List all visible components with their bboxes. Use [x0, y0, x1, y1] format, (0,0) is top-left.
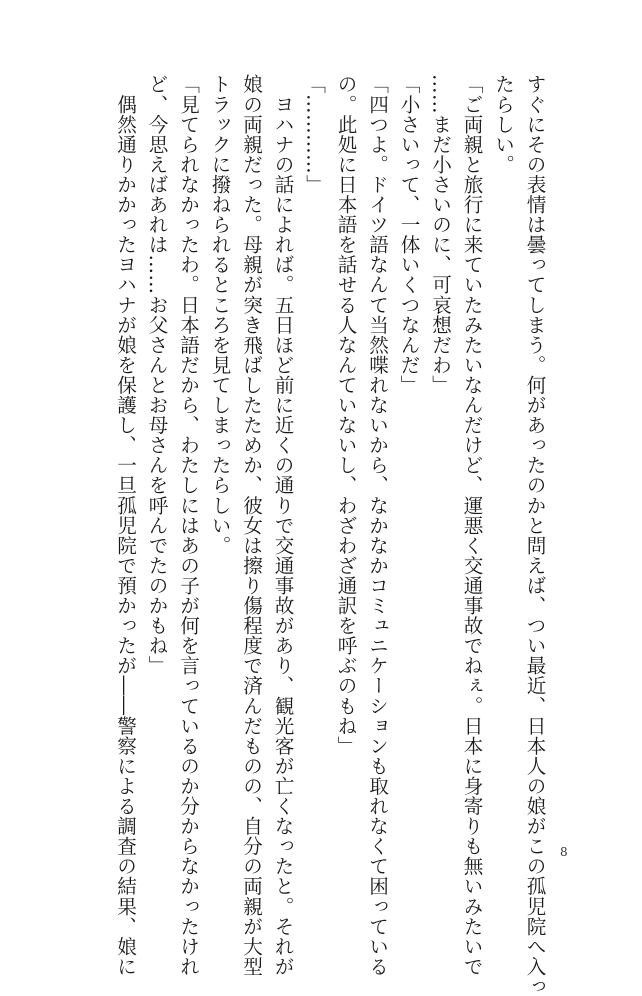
vertical-text-body — [109, 74, 550, 996]
text-line: ……まだ小さいのに、可哀想だわ」 — [428, 74, 452, 395]
text-line: 娘の両親だった。母親が突き飛ばしたためか、彼女は擦り傷程度で済んだものの、自分の両親が大型 — [239, 74, 263, 977]
text-line: 「四つよ。ドイツ語なんて当然喋れないから、なかなかコミュニケーションも取れなくて困っている — [365, 74, 389, 977]
text-line: ヨハナの話によれば。五日ほど前に近くの通りで交通事故があり、観光客が亡くなったと。それが — [271, 74, 294, 977]
text-line: の。此処に日本語を話せる人なんていないし、わざわざ通訳を呼ぶのもね」 — [334, 74, 357, 756]
text-line: 偶然通りかかったヨハナが娘を保護し、一旦孤児院で預かったが――警察による調査の結果、娘に — [113, 74, 137, 977]
text-line: すぐにその表情は曇ってしまう。何があったのかと問えば、つい最近、日本人の娘がこの孤児院へ入っ — [523, 74, 546, 996]
text-line: 「小さいって、一体いくつなんだ」 — [397, 74, 420, 395]
text-line: ど、今思えばあれは……お父さんとお母さんを呼んでたのかもね」 — [145, 74, 168, 676]
text-line: 「ご両親と旅行に来ていたみたいなんだけど、運悪く交通事故でねぇ。日本に身寄りも無いみたいで — [460, 74, 483, 977]
page-number: 8 — [560, 845, 568, 859]
text-line: たらしい。 — [491, 74, 515, 175]
text-line: 「…………」 — [302, 74, 326, 195]
text-line: 「見てられなかったわ。日本語だから、わたしにはあの子が何を言っているのか分からなかったけれ — [176, 74, 200, 977]
text-line: トラックに撥ねられるところを見てしまったらしい。 — [208, 74, 231, 556]
